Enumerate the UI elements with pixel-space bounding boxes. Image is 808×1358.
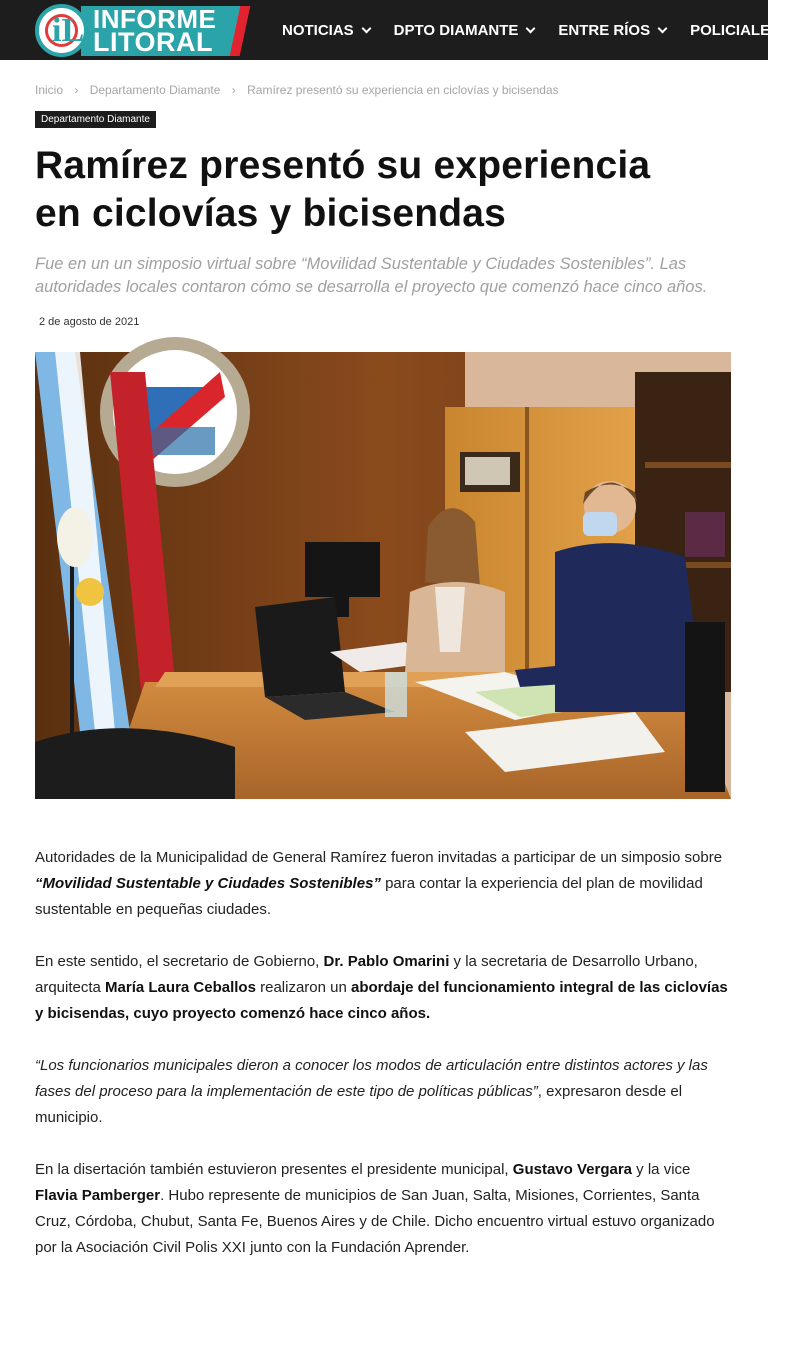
category-badge[interactable]: Departamento Diamante (35, 111, 156, 128)
logo-emblem-icon (35, 4, 88, 57)
chevron-down-icon (658, 23, 668, 33)
logo-text-line2: LITORAL (93, 27, 213, 57)
site-logo[interactable] (35, 4, 247, 57)
chevron-down-icon (361, 23, 371, 33)
article-paragraph: En la disertación también estuvieron presentes el presidente municipal, Gustavo Vergara y la vice Flavia Pamberger. Hubo represente de municipios de San Juan, Salta, Misiones, Corrientes, Santa Cruz, Córdoba, Chubut, Santa Fe, Buenos Aires y de Chile. Dicho encuentro virtual estuvo organizado por la Asociación Civil Polis XXI junto con la Fundación Aprender. (35, 1161, 715, 1256)
nav-item-policiales[interactable]: POLICIALES (690, 22, 796, 39)
logo-letter: iL (52, 12, 85, 49)
nav-item-noticias[interactable]: NOTICIAS (282, 22, 370, 39)
breadcrumb-separator: › (74, 83, 79, 97)
breadcrumb-category-link[interactable]: Departamento Diamante (89, 83, 221, 97)
article-paragraph: Autoridades de la Municipalidad de General Ramírez fueron invitadas a participar de un simposio sobre “Movilidad Sustentable y Ciudades Sostenibles” para contar la experiencia del plan de movilidad sustentable en pequeñas ciudades. (35, 849, 723, 918)
breadcrumb (35, 83, 559, 97)
article-date: 2 de agosto de 2021 (39, 316, 140, 328)
article-title: Ramírez presentó su experiencia en ciclovías y bicisendas (35, 144, 651, 235)
nav-item-entre-rios[interactable]: ENTRE RÍOS (558, 22, 666, 39)
breadcrumb-home-link[interactable]: Inicio (35, 83, 64, 97)
article-paragraph: En este sentido, el secretario de Gobierno, Dr. Pablo Omarini y la secretaria de Desarrollo Urbano, arquitecta María Laura Ceballos realizaron un abordaje del funcionamiento integral de las ciclovías y bicisendas, cuyo proyecto comenzó hace cinco años. (35, 953, 728, 1022)
breadcrumb-current: Ramírez presentó su experiencia en ciclovías y bicisendas (247, 83, 559, 97)
article-paragraph: “Los funcionarios municipales dieron a conocer los modos de articulación entre distintos actores y las fases del proceso para la implementación de este tipo de políticas públicas”, expresaron desde el municipio. (35, 1057, 708, 1126)
top-navigation-bar (0, 0, 781, 60)
chevron-down-icon (526, 23, 536, 33)
logo-text-line1: INFORME (93, 4, 217, 34)
featured-photo (35, 352, 731, 799)
article-body (35, 845, 735, 1287)
chevron-down-icon (788, 23, 798, 33)
breadcrumb-separator: › (231, 83, 236, 97)
article-subtitle: Fue en un un simposio virtual sobre “Movilidad Sustentable y Ciudades Sostenibles”. Las autoridades locales contaron cómo se desarrolla el proyecto que comenzó hace cinco años. (35, 255, 708, 296)
main-menu (270, 0, 808, 60)
nav-item-dpto-diamante[interactable]: DPTO DIAMANTE (394, 22, 535, 39)
